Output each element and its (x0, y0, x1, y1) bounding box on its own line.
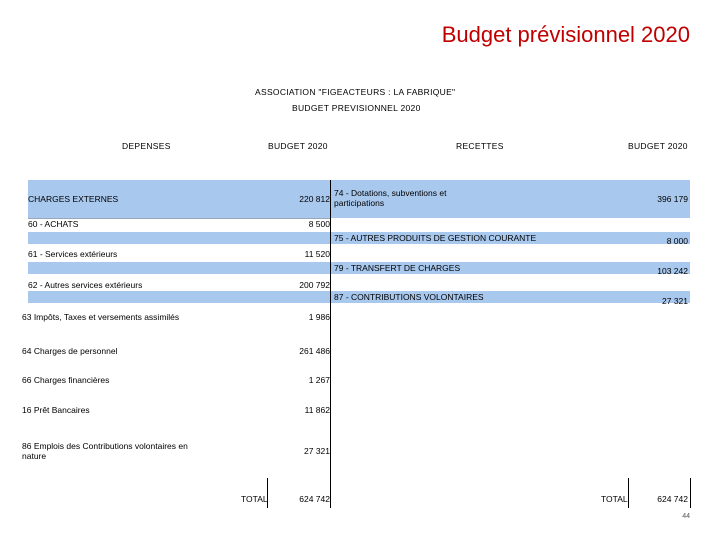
depense-amount: 1 267 (308, 375, 330, 385)
recette-label: 74 - Dotations, subventions et participations (334, 188, 447, 208)
depense-label: 61 - Services extérieurs (28, 249, 118, 259)
depense-amount: 11 520 (304, 249, 330, 259)
recette-label: 75 - AUTRES PRODUITS DE GESTION COURANTE (334, 233, 537, 243)
total-label-left: TOTAL (241, 494, 268, 504)
document-subtitle: BUDGET PREVISIONNEL 2020 (292, 103, 421, 113)
depense-label: 64 Charges de personnel (22, 346, 118, 356)
divider-total-right (628, 478, 629, 508)
recette-amount: 27 321 (662, 296, 688, 306)
depense-label: 16 Prêt Bancaires (22, 405, 90, 415)
depense-amount: 1 986 (308, 312, 330, 322)
association-name: ASSOCIATION "FIGEACTEURS : LA FABRIQUE" (255, 87, 456, 97)
total-amount-right: 624 742 (657, 494, 688, 504)
depense-amount: 8 500 (308, 219, 330, 229)
depense-label: 60 - ACHATS (28, 219, 79, 229)
depense-label: 63 Impôts, Taxes et versements assimilés (22, 312, 180, 322)
depense-amount: 200 792 (299, 280, 330, 290)
depense-label: 66 Charges financières (22, 375, 110, 385)
depense-amount: 11 862 (304, 405, 330, 415)
recette-amount: 396 179 (657, 194, 688, 204)
depense-label: 62 - Autres services extérieurs (28, 280, 143, 290)
total-amount-left: 624 742 (299, 494, 330, 504)
recette-amount: 8 000 (666, 236, 688, 246)
recette-amount: 103 242 (657, 266, 688, 276)
page-number: 44 (682, 513, 690, 520)
divider-right-edge (690, 478, 691, 508)
divider-center (330, 180, 331, 508)
page-title: Budget prévisionnel 2020 (441, 22, 690, 47)
depense-amount: 261 486 (299, 346, 330, 356)
recette-label: 79 - TRANSFERT DE CHARGES (334, 263, 461, 273)
depense-label: 86 Emplois des Contributions volontaires en nature (22, 441, 188, 461)
depense-amount: 220 812 (299, 194, 330, 204)
depense-amount: 27 321 (304, 446, 330, 456)
column-budget-left: BUDGET 2020 (268, 141, 328, 151)
column-budget-right: BUDGET 2020 (628, 141, 688, 151)
recette-label: 87 - CONTRIBUTIONS VOLONTAIRES (334, 292, 484, 302)
total-label-right: TOTAL (601, 494, 628, 504)
column-recettes: RECETTES (456, 141, 504, 151)
depense-label: CHARGES EXTERNES (28, 194, 119, 204)
column-depenses: DEPENSES (122, 141, 171, 151)
